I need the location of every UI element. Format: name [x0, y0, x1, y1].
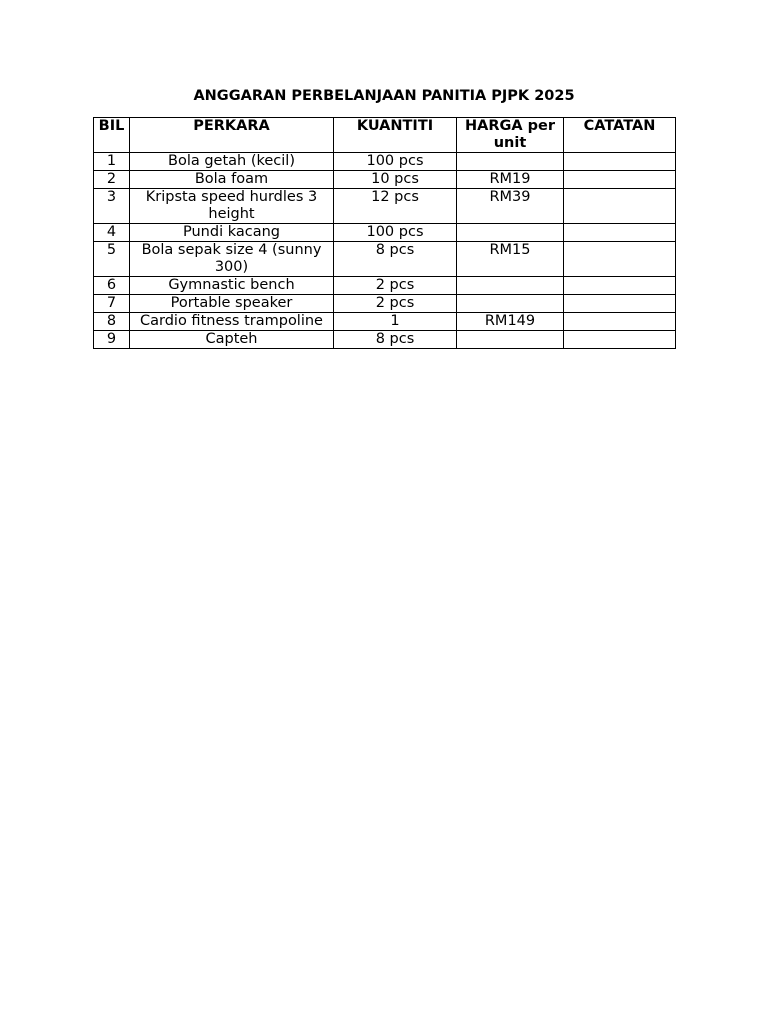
table-header-row — [94, 118, 676, 153]
cell-kuantiti: 100 pcs — [334, 224, 457, 242]
cell-catatan — [564, 224, 676, 242]
cell-bil: 8 — [94, 313, 130, 331]
table-row — [94, 224, 676, 242]
header-kuantiti: KUANTITI — [334, 118, 457, 153]
cell-perkara: Gymnastic bench — [130, 277, 334, 295]
cell-bil: 1 — [94, 153, 130, 171]
cell-bil: 6 — [94, 277, 130, 295]
cell-kuantiti: 10 pcs — [334, 171, 457, 189]
cell-perkara: Pundi kacang — [130, 224, 334, 242]
document-title: ANGGARAN PERBELANJAAN PANITIA PJPK 2025 — [193, 88, 575, 104]
cell-perkara: Capteh — [130, 331, 334, 349]
cell-catatan — [564, 277, 676, 295]
cell-kuantiti: 2 pcs — [334, 295, 457, 313]
cell-kuantiti: 1 — [334, 313, 457, 331]
header-perkara: PERKARA — [130, 118, 334, 153]
table-row — [94, 331, 676, 349]
header-harga: HARGA per unit — [457, 118, 564, 153]
table-row — [94, 277, 676, 295]
cell-harga — [457, 153, 564, 171]
cell-bil: 5 — [94, 242, 130, 277]
cell-catatan — [564, 153, 676, 171]
cell-bil: 4 — [94, 224, 130, 242]
header-catatan: CATATAN — [564, 118, 676, 153]
cell-harga — [457, 224, 564, 242]
cell-catatan — [564, 189, 676, 224]
cell-catatan — [564, 242, 676, 277]
cell-harga — [457, 331, 564, 349]
budget-table — [93, 117, 676, 349]
cell-harga — [457, 277, 564, 295]
cell-perkara: Bola foam — [130, 171, 334, 189]
cell-harga: RM149 — [457, 313, 564, 331]
cell-harga: RM15 — [457, 242, 564, 277]
cell-bil: 2 — [94, 171, 130, 189]
table-row — [94, 295, 676, 313]
table-row — [94, 189, 676, 224]
cell-catatan — [564, 295, 676, 313]
cell-kuantiti: 8 pcs — [334, 331, 457, 349]
cell-kuantiti: 2 pcs — [334, 277, 457, 295]
table-row — [94, 171, 676, 189]
table-row — [94, 313, 676, 331]
cell-harga: RM39 — [457, 189, 564, 224]
cell-catatan — [564, 331, 676, 349]
cell-catatan — [564, 313, 676, 331]
cell-perkara: Cardio fitness trampoline — [130, 313, 334, 331]
cell-kuantiti: 8 pcs — [334, 242, 457, 277]
cell-bil: 7 — [94, 295, 130, 313]
cell-perkara: Kripsta speed hurdles 3 height — [130, 189, 334, 224]
cell-kuantiti: 12 pcs — [334, 189, 457, 224]
cell-harga: RM19 — [457, 171, 564, 189]
cell-harga — [457, 295, 564, 313]
cell-perkara: Bola getah (kecil) — [130, 153, 334, 171]
table-row — [94, 153, 676, 171]
cell-catatan — [564, 171, 676, 189]
cell-bil: 3 — [94, 189, 130, 224]
cell-perkara: Bola sepak size 4 (sunny 300) — [130, 242, 334, 277]
cell-perkara: Portable speaker — [130, 295, 334, 313]
cell-bil: 9 — [94, 331, 130, 349]
cell-kuantiti: 100 pcs — [334, 153, 457, 171]
table-row — [94, 242, 676, 277]
header-bil: BIL — [94, 118, 130, 153]
